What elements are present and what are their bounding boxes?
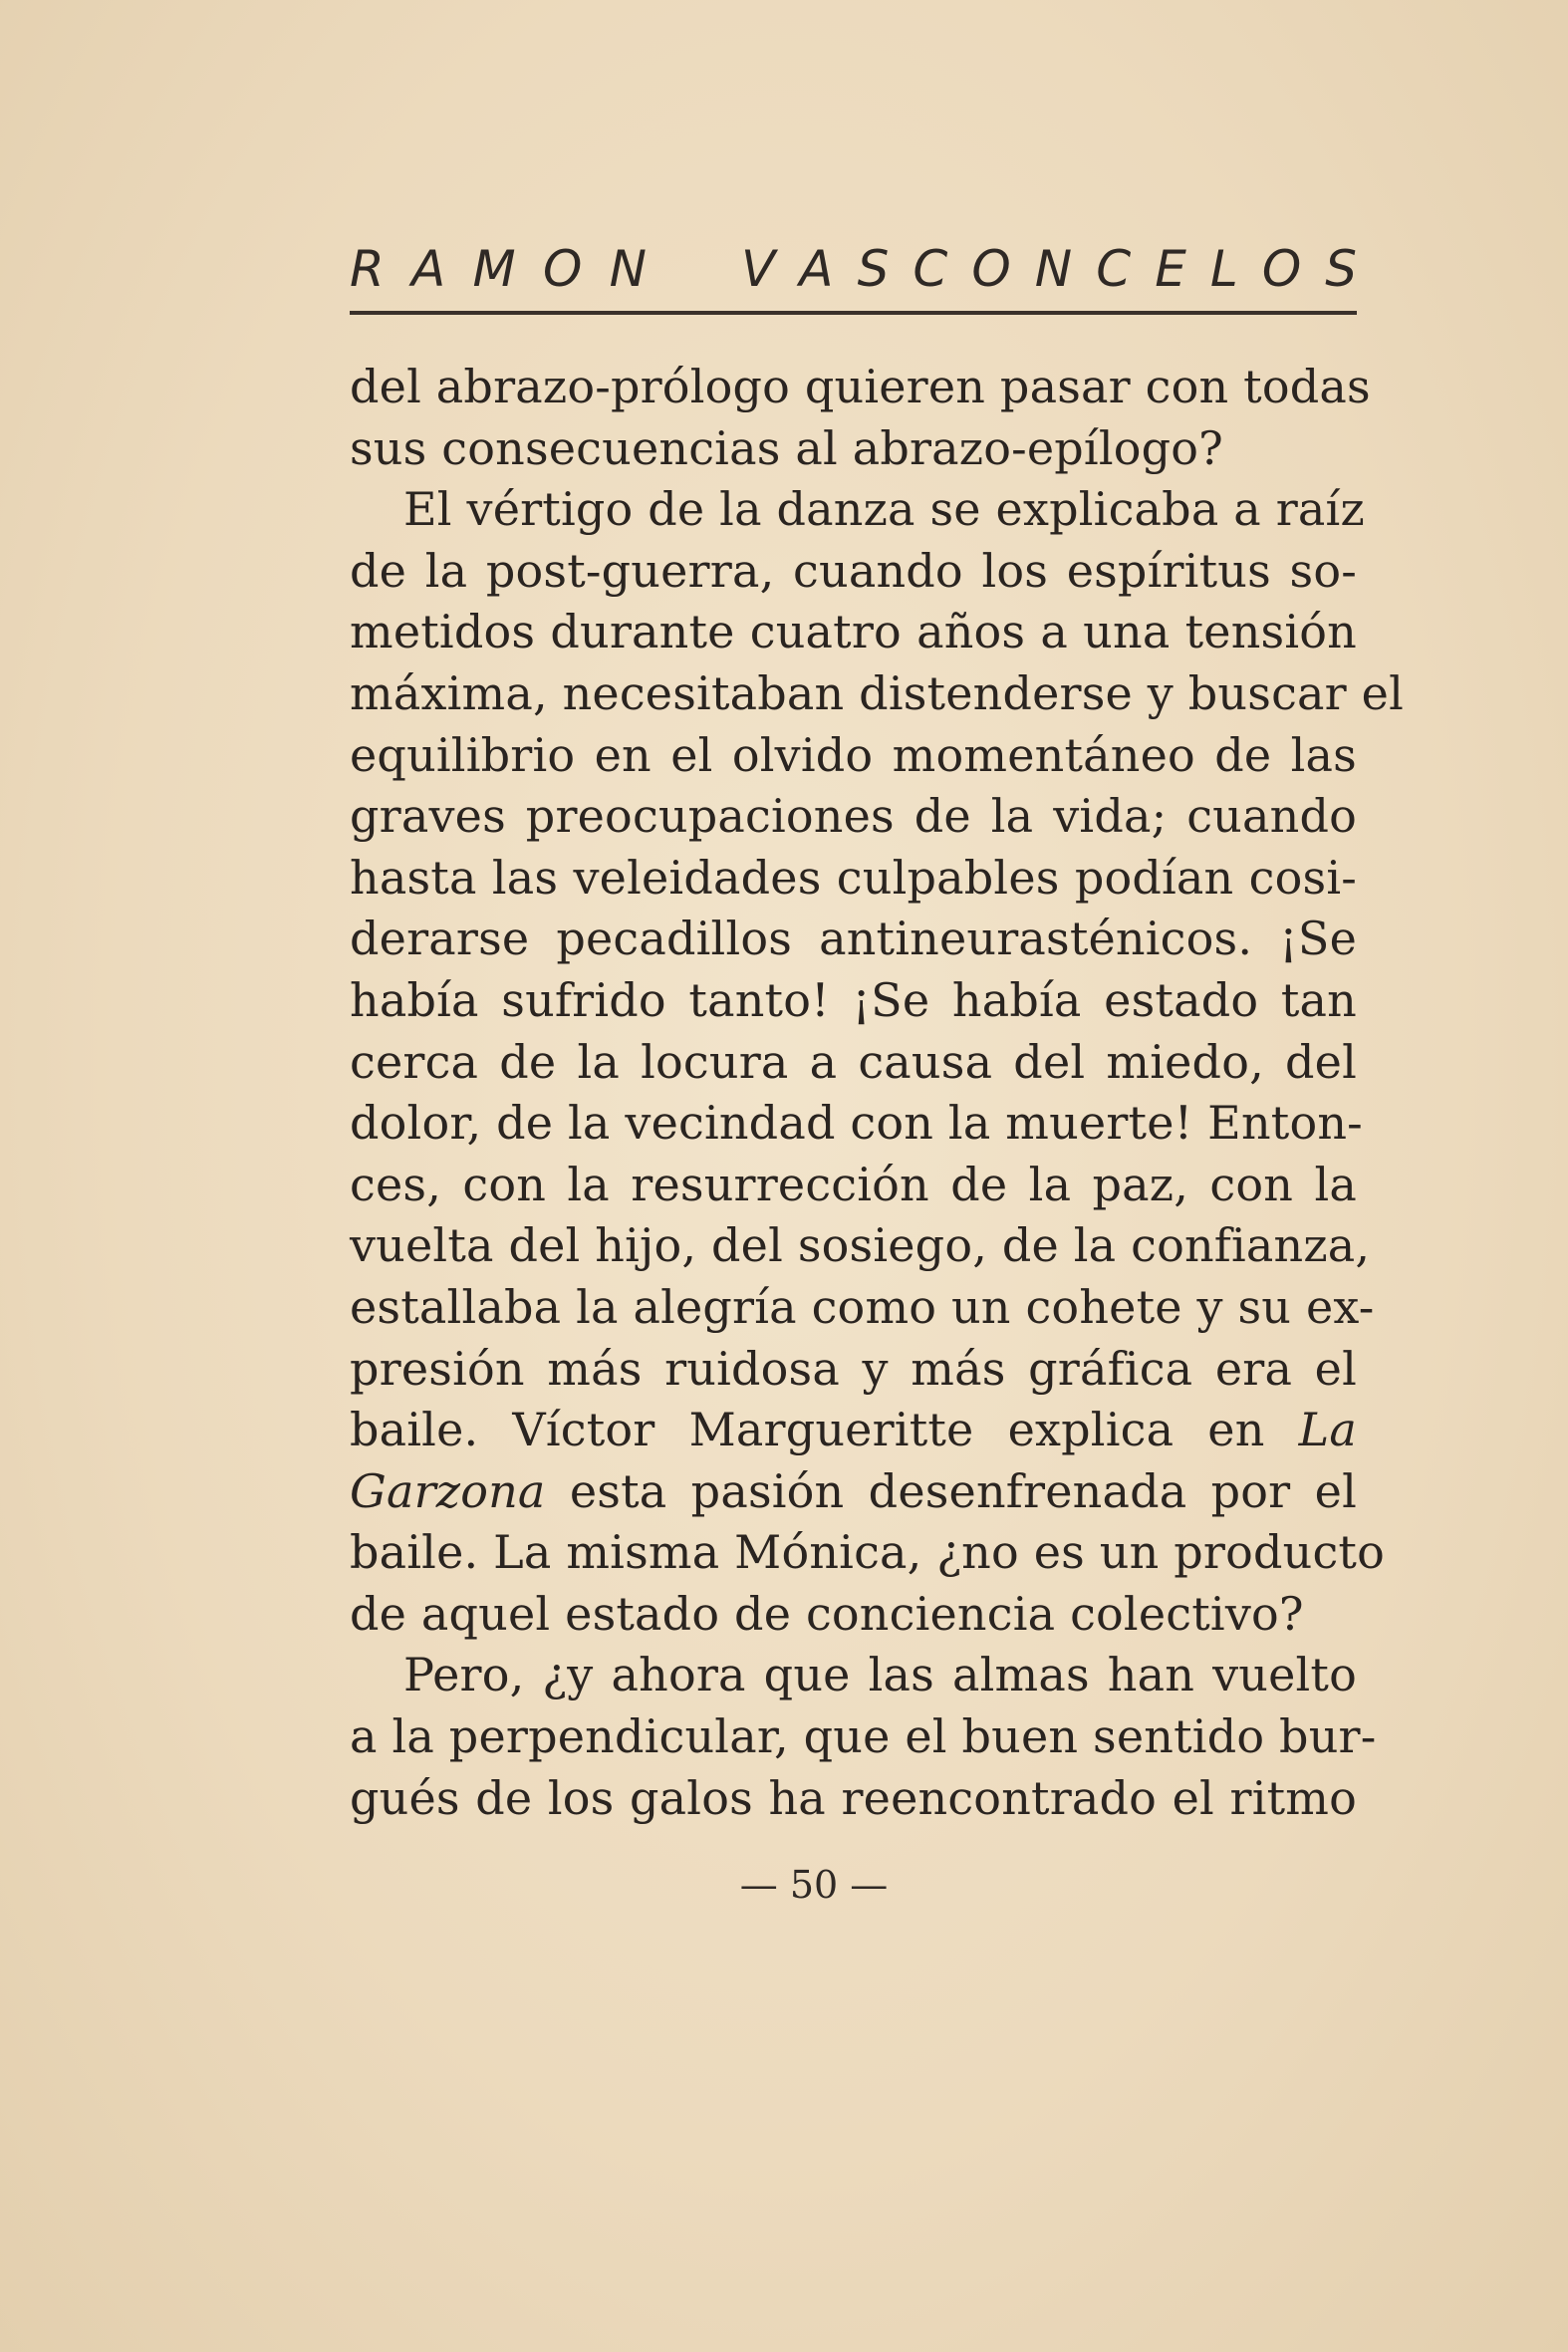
header-rule (350, 311, 1357, 315)
text-line: estallaba la alegría como un cohete y su ex- (350, 1279, 1375, 1334)
text-line (350, 1461, 1357, 1523)
text-line: del abrazo-prólogo quieren pasar con todas (350, 360, 1371, 413)
running-head-letter: N (1034, 240, 1073, 298)
running-head-first-name (350, 234, 647, 304)
running-head-letter: O (542, 240, 583, 298)
text-line: sus consecuencias al abrazo-epílogo? (350, 420, 1224, 475)
running-head-letter: E (1155, 240, 1186, 298)
book-title-italic: La (1298, 1403, 1357, 1457)
text-line: de la post-guerra, cuando los espíritus so- (350, 543, 1357, 598)
body-text (350, 357, 1404, 1829)
text-line: ces, con la resurrección de la paz, con la (350, 1157, 1357, 1211)
text-line: hasta las veleidades culpables podían cosi- (350, 850, 1357, 905)
running-head-letter: C (1096, 240, 1132, 298)
running-head-letter: V (741, 240, 776, 298)
running-head-letter: O (1261, 240, 1302, 298)
text-line: había sufrido tanto! ¡Se había estado tan (350, 972, 1357, 1027)
text-line: dolor, de la vecindad con la muerte! Enton- (350, 1096, 1363, 1151)
text-line: graves preocupaciones de la vida; cuando (350, 789, 1357, 844)
text-line (350, 1400, 1357, 1461)
text-line: máxima, necesitaban distenderse y buscar el (350, 665, 1404, 720)
text-line: baile. La misma Mónica, ¿no es un producto (350, 1525, 1385, 1580)
running-head (350, 234, 1357, 304)
text-line: de aquel estado de conciencia colectivo? (350, 1586, 1304, 1641)
text-line: derarse pecadillos antineurasténicos. ¡Se (350, 912, 1357, 966)
page-number: — 50 — (739, 1863, 889, 1907)
running-head-letter: N (609, 240, 647, 298)
running-head-letter: L (1209, 240, 1238, 298)
text-line: equilibrio en el olvido momentáneo de las (350, 727, 1357, 782)
running-head-letter: A (411, 240, 446, 298)
text-line: a la perpendicular, que el buen sentido bur- (350, 1709, 1377, 1764)
text-line: cerca de la locura a causa del miedo, del (350, 1034, 1357, 1089)
text-line: Pero, ¿y ahora que las almas han vuelto (403, 1648, 1357, 1702)
running-head-letter: S (857, 240, 890, 298)
text-segment: esta pasión desenfrenada por el (545, 1463, 1357, 1518)
text-line: presión más ruidosa y más gráfica era el (350, 1341, 1357, 1396)
running-head-letter: R (350, 240, 385, 298)
running-head-letter: C (913, 240, 948, 298)
running-head-letter: S (1325, 240, 1357, 298)
running-head-letter: A (799, 240, 834, 298)
running-head-surname (741, 234, 1357, 304)
text-line: vuelta del hijo, del sosiego, de la confianza, (350, 1218, 1371, 1273)
text-line: El vértigo de la danza se explicaba a raíz (403, 482, 1365, 537)
text-segment: baile. Víctor Margueritte explica en (350, 1403, 1299, 1457)
running-head-letter: O (971, 240, 1011, 298)
text-line: metidos durante cuatro años a una tensión (350, 605, 1357, 659)
text-line: gués de los galos ha reencontrado el ritmo (350, 1770, 1357, 1825)
book-title-italic: Garzona (350, 1463, 546, 1518)
running-head-letter: M (472, 240, 516, 298)
